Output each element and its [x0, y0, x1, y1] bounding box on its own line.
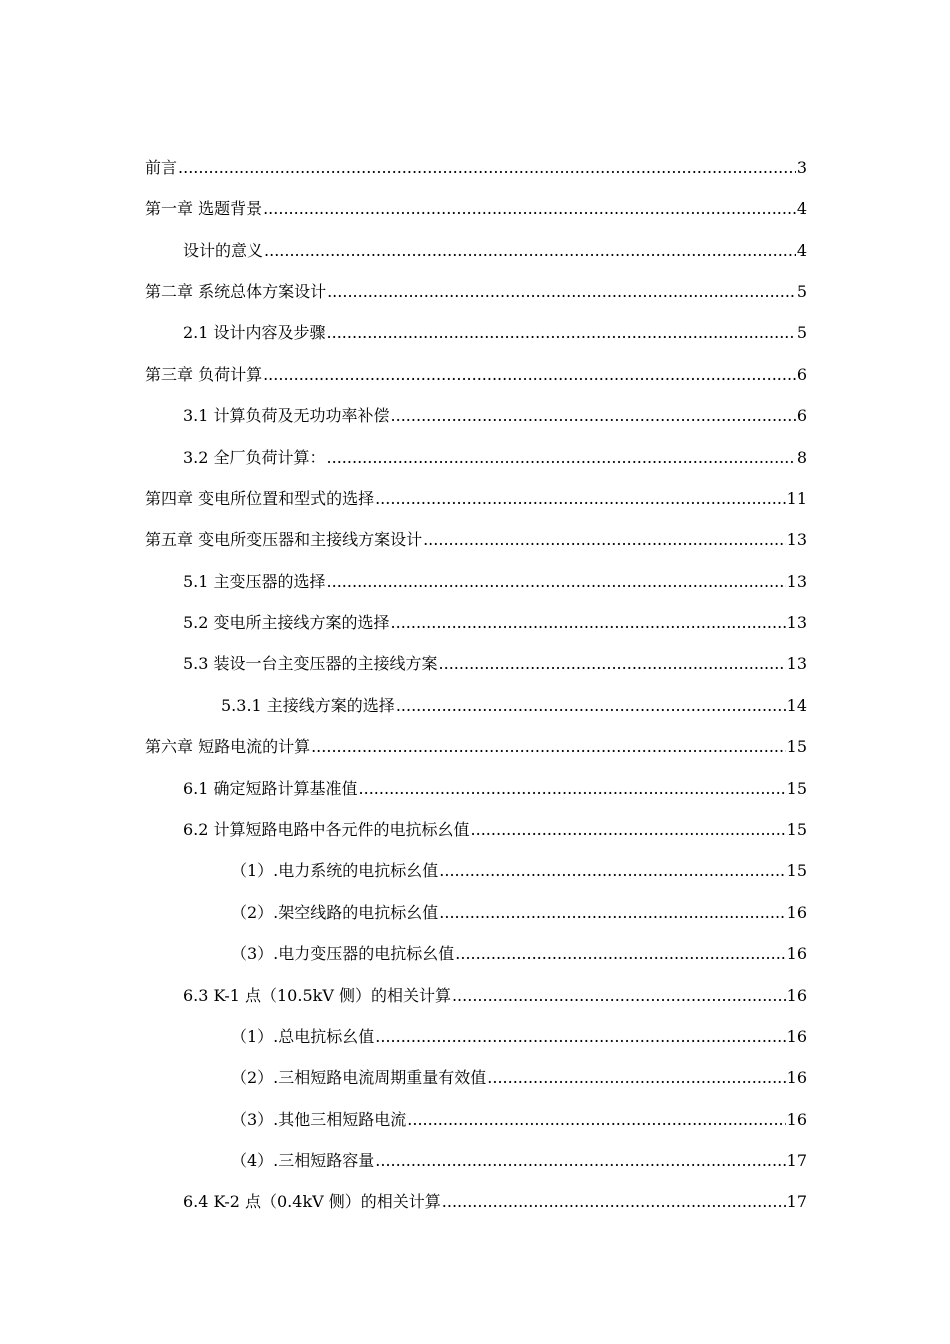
toc-entry-title: 6.2 计算短路电路中各元件的电抗标幺值: [183, 820, 470, 839]
toc-entry-title: （2）.三相短路电流周期重量有效值: [231, 1068, 487, 1087]
dot-leader: [439, 859, 785, 883]
dot-leader: [455, 942, 785, 966]
toc-entry[interactable]: [145, 487, 807, 511]
toc-entry[interactable]: [183, 611, 807, 635]
toc-entry[interactable]: [145, 280, 807, 304]
toc-entry-title: 5.1 主变压器的选择: [183, 572, 326, 591]
toc-entry-page: 14: [786, 696, 807, 715]
toc-entry[interactable]: [145, 528, 807, 552]
toc-entry-title: 5.3.1 主接线方案的选择: [221, 696, 395, 715]
toc-entry-title: 第四章 变电所位置和型式的选择: [145, 489, 375, 508]
toc-entry-page: 5: [796, 282, 807, 301]
toc-entry-page: 13: [786, 613, 807, 632]
toc-entry-title: 设计的意义: [183, 241, 264, 260]
dot-leader: [391, 611, 786, 635]
toc-entry-page: 16: [786, 1110, 807, 1129]
dot-leader: [263, 363, 796, 387]
toc-entry-title: 5.3 装设一台主变压器的主接线方案: [183, 654, 438, 673]
toc-entry-title: 3.2 全厂负荷计算：: [183, 448, 326, 467]
toc-entry-title: （1）.总电抗标幺值: [231, 1027, 375, 1046]
toc-entry-title: （3）.电力变压器的电抗标幺值: [231, 944, 455, 963]
toc-entry-page: 16: [786, 986, 807, 1005]
dot-leader: [391, 404, 796, 428]
toc-entry[interactable]: [183, 446, 807, 470]
toc-entry-title: （3）.其他三相短路电流: [231, 1110, 407, 1129]
toc-entry-page: 15: [786, 737, 807, 756]
dot-leader: [471, 818, 786, 842]
dot-leader: [487, 1066, 785, 1090]
dot-leader: [423, 528, 786, 552]
toc-entry-page: 13: [786, 572, 807, 591]
dot-leader: [375, 1025, 785, 1049]
dot-leader: [327, 321, 796, 345]
toc-entry-page: 6: [796, 406, 807, 425]
toc-entry-page: 16: [786, 1027, 807, 1046]
dot-leader: [327, 446, 796, 470]
dot-leader: [439, 901, 785, 925]
toc-entry-title: 6.4 K-2 点（0.4kV 侧）的相关计算: [183, 1192, 441, 1211]
toc-entry[interactable]: [231, 942, 807, 966]
toc-entry-page: 11: [786, 489, 807, 508]
toc-entry[interactable]: [145, 735, 807, 759]
dot-leader: [311, 735, 786, 759]
toc-entry-page: 3: [796, 158, 807, 177]
toc-entry[interactable]: [183, 570, 807, 594]
toc-entry-title: 第一章 选题背景: [145, 199, 263, 218]
dot-leader: [439, 652, 786, 676]
toc-entry[interactable]: [183, 818, 807, 842]
toc-entry-page: 4: [796, 241, 807, 260]
toc-entry[interactable]: [231, 1149, 807, 1173]
toc-entry-page: 15: [786, 820, 807, 839]
toc-entry[interactable]: [145, 156, 807, 180]
toc-entry[interactable]: [231, 1025, 807, 1049]
toc-entry-page: 4: [796, 199, 807, 218]
toc-entry[interactable]: [231, 1066, 807, 1090]
toc-entry-title: 2.1 设计内容及步骤: [183, 323, 326, 342]
toc-entry[interactable]: [231, 901, 807, 925]
toc-entry[interactable]: [145, 363, 807, 387]
dot-leader: [327, 570, 786, 594]
toc-entry[interactable]: [221, 694, 807, 718]
toc-entry-page: 16: [786, 944, 807, 963]
dot-leader: [442, 1190, 786, 1214]
toc-entry-page: 6: [796, 365, 807, 384]
toc-entry-page: 17: [786, 1192, 807, 1211]
toc-entry-title: （4）.三相短路容量: [231, 1151, 375, 1170]
dot-leader: [263, 197, 796, 221]
toc-entry[interactable]: [183, 652, 807, 676]
toc-entry-page: 17: [786, 1151, 807, 1170]
dot-leader: [327, 280, 796, 304]
toc-entry[interactable]: [145, 197, 807, 221]
toc-entry[interactable]: [183, 1190, 807, 1214]
toc-entry-title: 6.1 确定短路计算基准值: [183, 779, 358, 798]
toc-entry-page: 13: [786, 654, 807, 673]
toc-entry-title: 3.1 计算负荷及无功功率补偿: [183, 406, 390, 425]
dot-leader: [396, 694, 786, 718]
toc-entry[interactable]: [183, 777, 807, 801]
toc-entry-title: 第五章 变电所变压器和主接线方案设计: [145, 530, 423, 549]
toc-entry[interactable]: [231, 1108, 807, 1132]
toc-entry[interactable]: [183, 404, 807, 428]
toc-entry-title: 第二章 系统总体方案设计: [145, 282, 327, 301]
toc-entry[interactable]: [183, 321, 807, 345]
toc-entry-page: 16: [786, 903, 807, 922]
toc-entry-page: 15: [786, 861, 807, 880]
dot-leader: [452, 984, 786, 1008]
toc-entry-title: （2）.架空线路的电抗标幺值: [231, 903, 439, 922]
toc-entry-page: 8: [796, 448, 807, 467]
toc-entry-page: 5: [796, 323, 807, 342]
toc-entry-page: 16: [786, 1068, 807, 1087]
dot-leader: [407, 1108, 785, 1132]
toc-entry-title: 5.2 变电所主接线方案的选择: [183, 613, 390, 632]
toc-entry-page: 15: [786, 779, 807, 798]
toc-entry-page: 13: [786, 530, 807, 549]
toc-entry-title: （1）.电力系统的电抗标幺值: [231, 861, 439, 880]
toc-entry[interactable]: [183, 984, 807, 1008]
toc-entry[interactable]: [231, 859, 807, 883]
toc-entry-title: 前言: [145, 158, 178, 177]
toc-entry-title: 第三章 负荷计算: [145, 365, 263, 384]
dot-leader: [178, 156, 796, 180]
dot-leader: [375, 487, 786, 511]
toc-entry-title: 第六章 短路电流的计算: [145, 737, 311, 756]
toc-entry-title: 6.3 K-1 点（10.5kV 侧）的相关计算: [183, 986, 451, 1005]
dot-leader: [359, 777, 786, 801]
toc-entry[interactable]: [183, 239, 807, 263]
dot-leader: [375, 1149, 785, 1173]
dot-leader: [264, 239, 796, 263]
